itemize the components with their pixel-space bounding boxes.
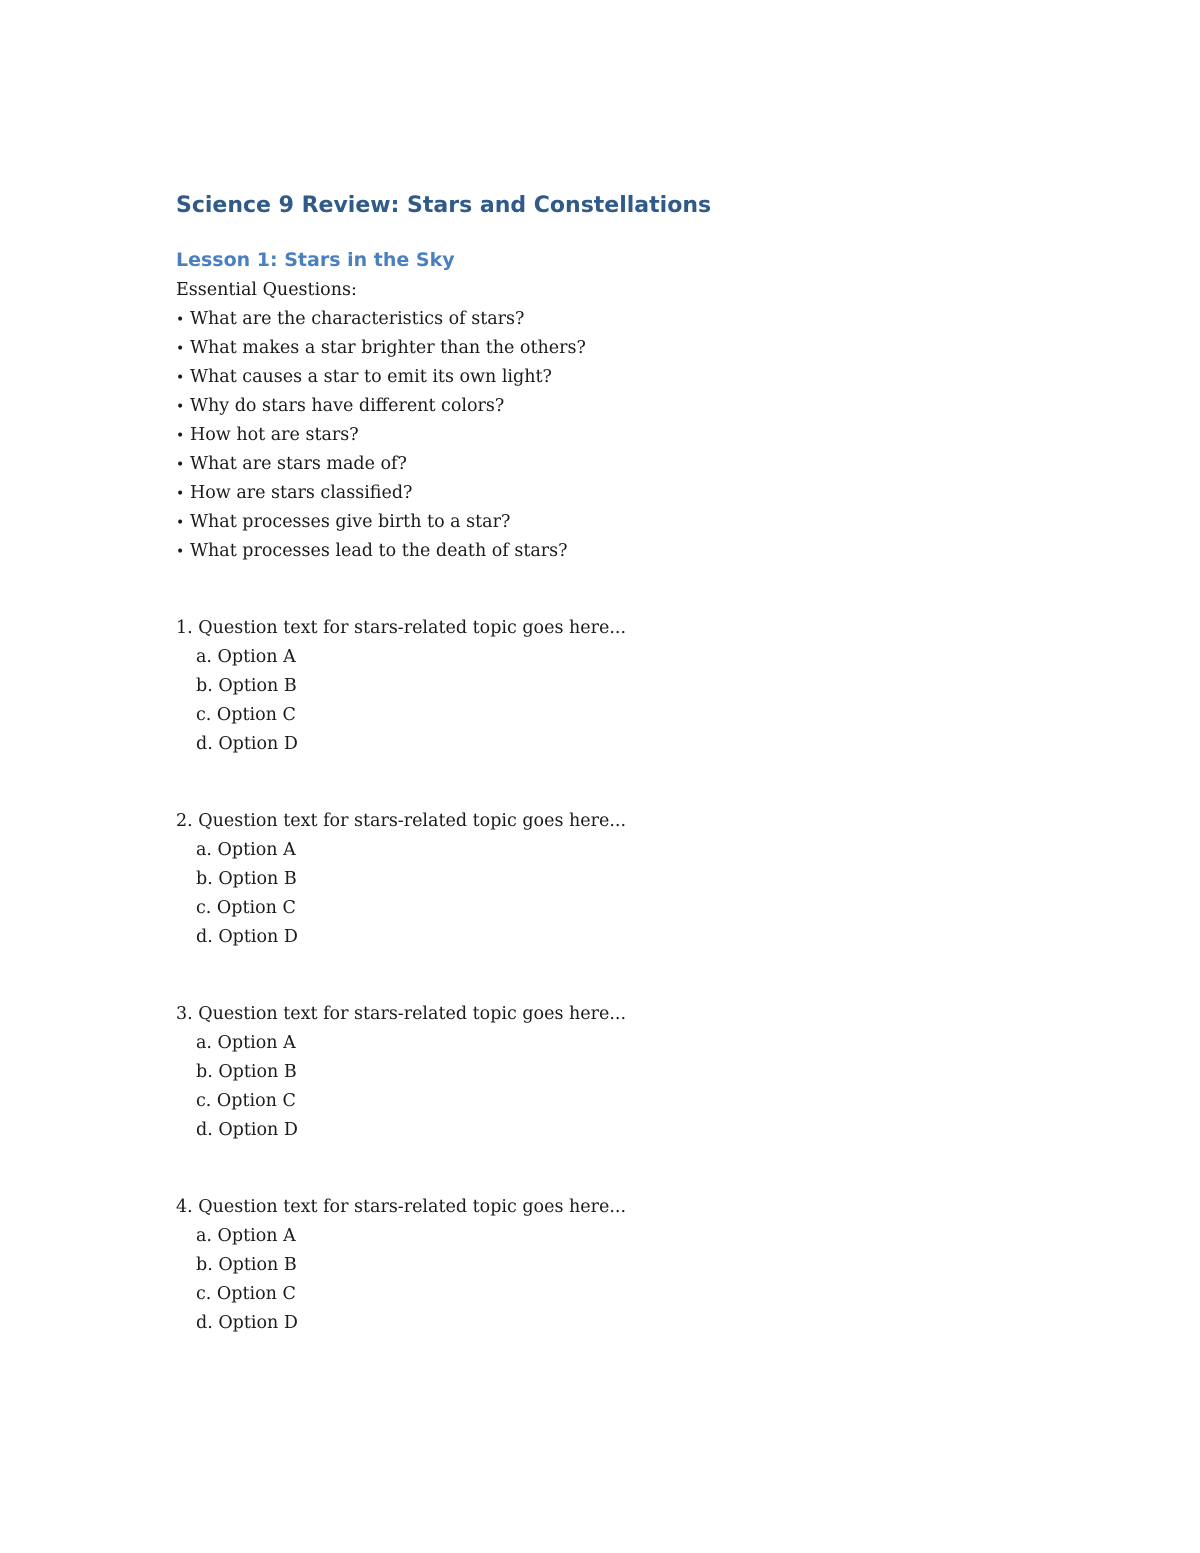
answer-option: b. Option B [196,676,297,696]
essential-question-text: How are stars classified? [190,483,413,503]
question-block [176,614,1036,759]
document-body [176,190,1036,1338]
essential-question-text: What are stars made of? [190,454,407,474]
answer-option: b. Option B [196,1062,297,1082]
essential-question-item [176,392,1036,421]
answer-options [176,643,1036,759]
bullet-icon: • [176,428,185,444]
bullet-icon: • [176,312,185,328]
question-text: 2. Question text for stars-related topic goes here... [176,811,627,831]
essential-question-item [176,479,1036,508]
bullet-icon: • [176,486,185,502]
essential-question-item [176,537,1036,566]
essential-question-item [176,421,1036,450]
essential-question-text: Why do stars have different colors? [190,396,505,416]
essential-question-item [176,334,1036,363]
bullet-icon: • [176,341,185,357]
bullet-icon: • [176,544,185,560]
essential-question-text: What processes give birth to a star? [190,512,511,532]
bullet-icon: • [176,399,185,415]
essential-question-item [176,450,1036,479]
bullet-icon: • [176,515,185,531]
answer-option: d. Option D [196,1120,298,1140]
essential-question-text: How hot are stars? [190,425,359,445]
answer-options [176,1222,1036,1338]
answer-option: d. Option D [196,734,298,754]
answer-option: a. Option A [196,647,296,667]
question-block [176,807,1036,952]
answer-option: a. Option A [196,1033,296,1053]
answer-option: c. Option C [196,705,296,725]
essential-question-text: What processes lead to the death of stars? [190,541,568,561]
essential-question-text: What causes a star to emit its own light? [190,367,552,387]
bullet-icon: • [176,370,185,386]
question-text: 1. Question text for stars-related topic goes here... [176,618,627,638]
essential-question-item [176,508,1036,537]
answer-option: a. Option A [196,1226,296,1246]
question-block [176,1193,1036,1338]
essential-questions-list [176,305,1036,566]
document-title: Science 9 Review: Stars and Constellations [176,193,712,218]
question-text: 4. Question text for stars-related topic goes here... [176,1197,627,1217]
essential-question-text: What are the characteristics of stars? [190,309,525,329]
essential-question-text: What makes a star brighter than the others? [190,338,586,358]
question-text: 3. Question text for stars-related topic goes here... [176,1004,627,1024]
answer-option: b. Option B [196,1255,297,1275]
essential-questions-label: Essential Questions: [176,280,357,300]
answer-option: a. Option A [196,840,296,860]
answer-options [176,836,1036,952]
answer-option: b. Option B [196,869,297,889]
bullet-icon: • [176,457,185,473]
essential-question-item [176,305,1036,334]
answer-option: d. Option D [196,1313,298,1333]
question-block [176,1000,1036,1145]
answer-option: d. Option D [196,927,298,947]
answer-option: c. Option C [196,1284,296,1304]
essential-question-item [176,363,1036,392]
answer-options [176,1029,1036,1145]
lesson-heading: Lesson 1: Stars in the Sky [176,249,455,271]
answer-option: c. Option C [196,898,296,918]
answer-option: c. Option C [196,1091,296,1111]
